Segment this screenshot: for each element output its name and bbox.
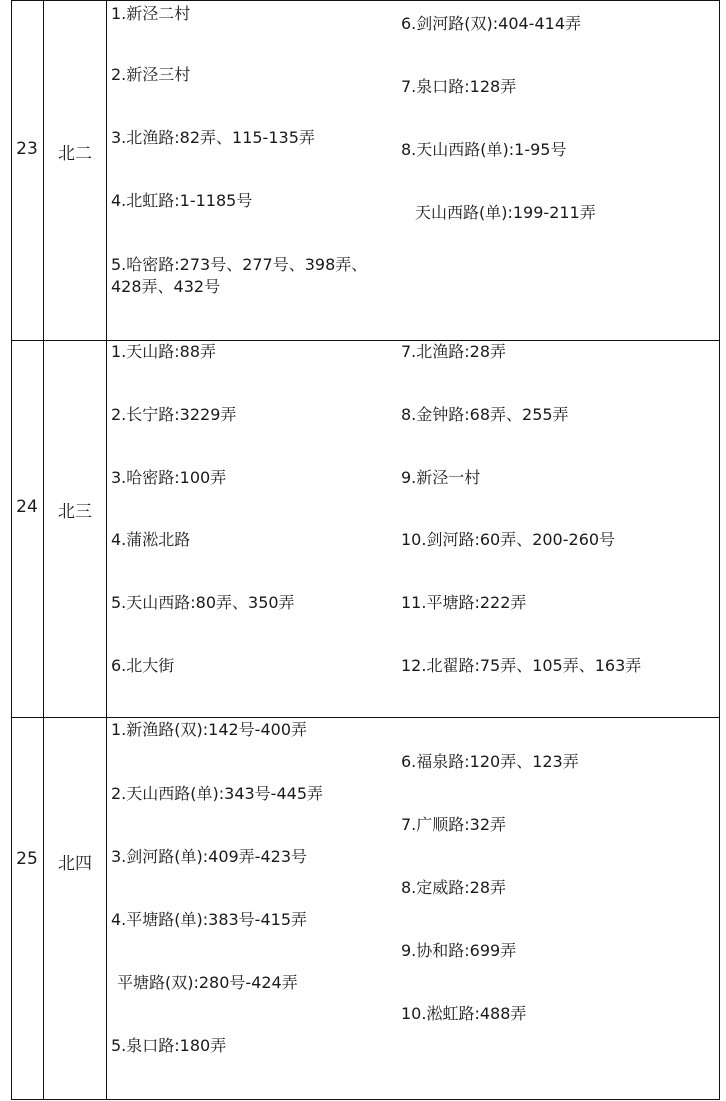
row-number: 23	[16, 139, 38, 159]
address-table	[11, 0, 720, 1099]
col-divider	[106, 0, 107, 1099]
row-number: 24	[16, 497, 38, 517]
address-item: 6.剑河路(双):404-414弄	[401, 14, 581, 33]
address-item: 11.平塘路:222弄	[401, 593, 527, 612]
row-divider	[11, 1099, 720, 1100]
address-item: 3.哈密路:100弄	[111, 468, 227, 487]
address-item: 8.定威路:28弄	[401, 878, 507, 897]
address-item: 天山西路(单):199-211弄	[415, 203, 596, 222]
address-item: 1.新渔路(双):142号-400弄	[111, 720, 307, 739]
row-divider	[11, 0, 720, 1]
address-item: 4.北虹路:1-1185号	[111, 191, 253, 210]
district-name: 北三	[58, 502, 92, 522]
address-item: 9.协和路:699弄	[401, 941, 517, 960]
address-item: 5.哈密路:273号、277号、398弄、428弄、432号	[111, 255, 368, 296]
address-item: 3.北渔路:82弄、115-135弄	[111, 128, 315, 147]
address-item: 3.剑河路(单):409弄-423号	[111, 847, 307, 866]
address-item: 2.天山西路(单):343号-445弄	[111, 784, 323, 803]
row-divider	[11, 717, 720, 718]
address-item: 6.北大街	[111, 656, 175, 675]
address-item: 平塘路(双):280号-424弄	[117, 973, 298, 992]
address-item: 7.广顺路:32弄	[401, 815, 507, 834]
address-item: 1.天山路:88弄	[111, 342, 217, 361]
col-divider	[43, 0, 44, 1099]
row-number: 25	[16, 849, 38, 869]
address-item: 6.福泉路:120弄、123弄	[401, 752, 579, 771]
address-item: 5.泉口路:180弄	[111, 1036, 227, 1055]
address-item: 10.剑河路:60弄、200-260号	[401, 530, 616, 549]
address-item: 2.长宁路:3229弄	[111, 405, 237, 424]
address-item: 1.新泾二村	[111, 4, 191, 23]
district-name: 北二	[58, 144, 92, 164]
address-item: 4.蒲淞北路	[111, 530, 191, 549]
address-item: 12.北翟路:75弄、105弄、163弄	[401, 656, 642, 675]
address-item: 10.淞虹路:488弄	[401, 1004, 527, 1023]
col-divider	[11, 0, 12, 1099]
address-item: 7.泉口路:128弄	[401, 77, 517, 96]
district-name: 北四	[58, 854, 92, 874]
col-divider	[719, 0, 720, 1099]
address-item: 7.北渔路:28弄	[401, 342, 507, 361]
address-item: 9.新泾一村	[401, 468, 481, 487]
address-item: 4.平塘路(单):383号-415弄	[111, 910, 307, 929]
address-item: 8.金钟路:68弄、255弄	[401, 405, 569, 424]
address-item: 8.天山西路(单):1-95号	[401, 140, 567, 159]
address-item: 5.天山西路:80弄、350弄	[111, 593, 295, 612]
address-item: 2.新泾三村	[111, 65, 191, 84]
